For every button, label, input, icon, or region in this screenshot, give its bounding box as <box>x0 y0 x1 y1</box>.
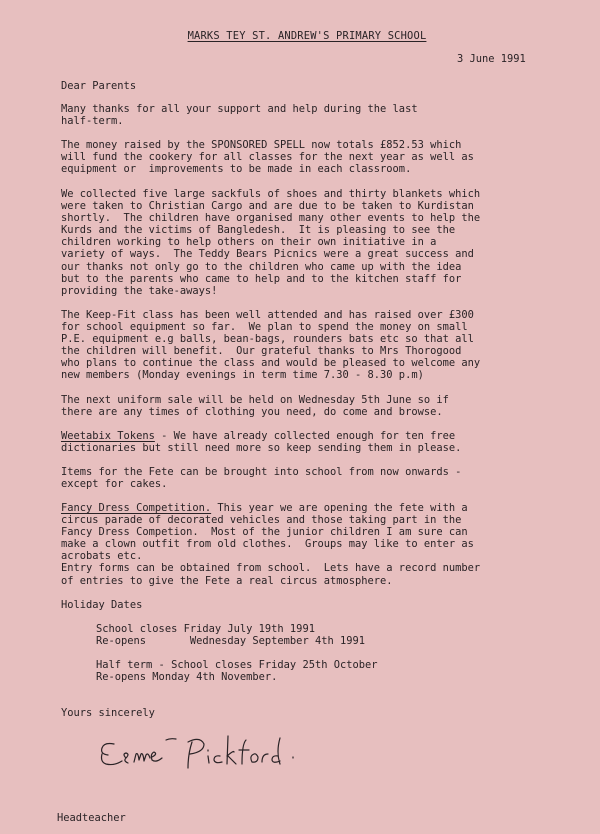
signatory-role: Headteacher <box>57 812 126 824</box>
school-heading: MARKS TEY ST. ANDREW'S PRIMARY SCHOOL <box>187 30 427 42</box>
letter-date: 3 June 1991 <box>457 53 526 65</box>
paragraph-fancy-dress <box>61 502 480 587</box>
paragraph-fete-items: Items for the Fete can be brought into school from now onwards - except for cakes. <box>61 466 462 491</box>
paragraph-collections: We collected five large sackfuls of shoes and thirty blankets which were taken to Christian Cargo and are due to be taken to Kurdistan shortly. The children have organised many other events to help the Kurds and the victims of Bangledesh. It is pleasing to see the children working to help others on their own initiative in a variety of ways. The Teddy Bears Picnics were a great success and our thanks not only go to the children who came up with the idea but to the parents who came to help and to the kitchen staff for providing the take-aways! <box>61 188 481 297</box>
paragraph-uniform-sale: The next uniform sale will be held on Wednesday 5th June so if there are any times of clothing you need, do come and browse. <box>61 394 449 419</box>
closing: Yours sincerely <box>61 707 155 719</box>
holiday-summer: School closes Friday July 19th 1991 Re-opens Wednesday September 4th 1991 <box>96 623 365 648</box>
weetabix-heading: Weetabix Tokens <box>61 430 155 442</box>
paragraph-thanks: Many thanks for all your support and help during the last half-term. <box>61 103 418 128</box>
holiday-half-term: Half term - School closes Friday 25th October Re-opens Monday 4th November. <box>96 659 378 684</box>
salutation: Dear Parents <box>61 80 137 92</box>
fancy-dress-heading: Fancy Dress Competition. <box>61 502 212 514</box>
paragraph-sponsored-spell: The money raised by the SPONSORED SPELL now totals £852.53 which will fund the cookery for all classes for the next year as well as equipment or improvements to be made in each classroom. <box>61 139 474 176</box>
signature <box>96 730 316 778</box>
holiday-heading: Holiday Dates <box>61 599 143 611</box>
fancy-dress-text: This year we are opening the fete with a circus parade of decorated vehicles and those taking part in the Fancy Dress Competion. Most of the junior children I am sure can make a clown outfit from old clothes. Groups may like to enter as acrobats etc. Entry forms can be obtained from school. Lets have a record number of entries to give the Fete a real circus atmosphere. <box>61 502 481 587</box>
paragraph-keep-fit: The Keep-Fit class has been well attended and has raised over £300 for school equipment so far. We plan to spend the money on small P.E. equipment e.g balls, bean-bags, rounders bats etc so that all the children will benefit. Our grateful thanks to Mrs Thorogood who plans to continue the class and would be pleased to welcome any new members (Monday evenings in term time 7.30 - 8.30 p.m) <box>61 309 481 382</box>
paragraph-weetabix <box>61 430 461 454</box>
weetabix-text: - We have already collected enough for ten free dictionaries but still need more so keep sending them in please. <box>61 430 462 455</box>
